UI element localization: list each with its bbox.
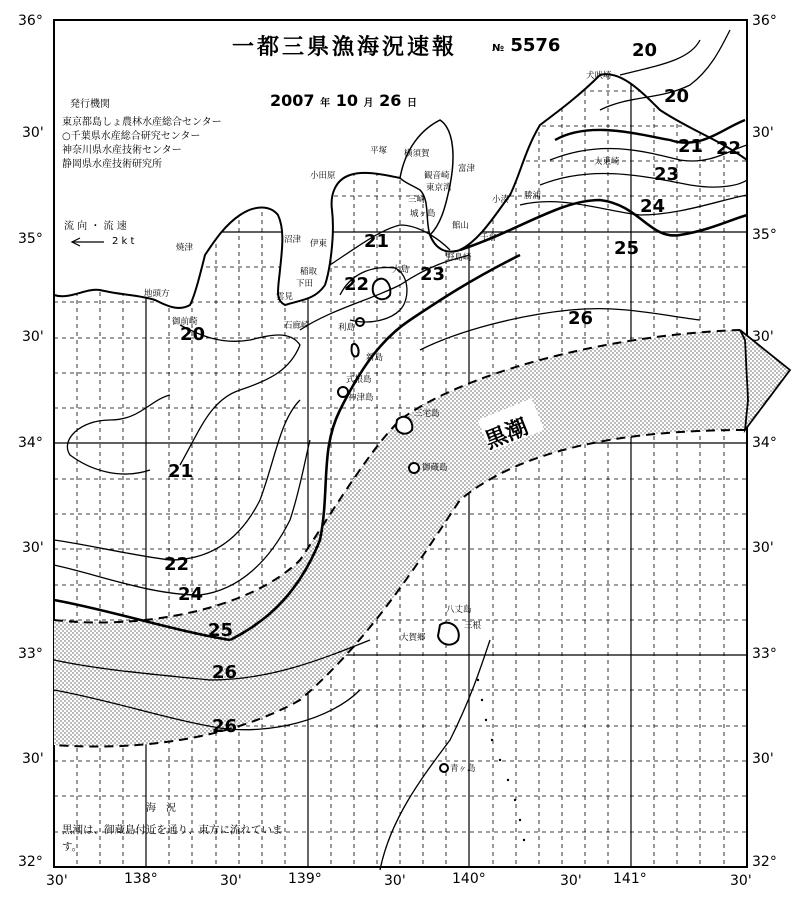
place-label: 八丈島: [446, 605, 472, 615]
isotherm-label: 26: [212, 716, 238, 737]
date-day: 26: [379, 91, 402, 110]
place-label: 御蔵島: [422, 463, 448, 473]
bulletin-title: 一都三県漁海況速報: [232, 34, 458, 60]
date-year: 2007: [270, 91, 315, 110]
isotherm-label: 20: [180, 324, 206, 345]
isotherm-label: 21: [678, 136, 704, 157]
isotherm-label: 22: [164, 554, 190, 575]
lon-label: 138°: [124, 871, 158, 887]
place-label: 館山: [452, 221, 470, 231]
lat-label-right: 34°: [752, 435, 777, 451]
isotherm-label: 21: [168, 461, 194, 482]
isotherm-label: 22: [716, 138, 742, 159]
lat-label-right: 32°: [752, 854, 777, 870]
lon-label: 30': [220, 873, 242, 889]
place-label: 大島: [392, 265, 410, 275]
isotherm-label: 26: [212, 662, 238, 683]
lat-label-right: 30': [752, 329, 774, 345]
issue-value: 5576: [510, 35, 561, 56]
lat-label-right: 30': [752, 125, 774, 141]
current-legend-speed: 2 k t: [112, 236, 135, 247]
place-label: 観音崎: [424, 171, 450, 181]
kuroshio-band: [54, 330, 790, 747]
place-label: 城ヶ島: [410, 209, 436, 219]
place-label: 式根島: [346, 375, 372, 385]
place-label: 御前崎: [172, 317, 198, 327]
lon-label: 30': [560, 873, 582, 889]
date-month: 10: [335, 91, 358, 110]
place-label: 三宅島: [414, 409, 440, 419]
lat-label-right: 36°: [752, 13, 777, 29]
place-label: 石廊崎: [284, 321, 310, 331]
place-label: 千倉: [480, 233, 498, 243]
isotherm-label: 22: [344, 274, 370, 295]
place-label: 富津: [458, 164, 476, 174]
footer-note: 黒潮は、御蔵島付近を通り、東方に流れています。: [62, 824, 283, 853]
island-niijima: [352, 344, 359, 357]
place-label: 横須賀: [404, 149, 430, 159]
lat-label-left: 34°: [18, 435, 43, 451]
isotherm-24-east: [520, 195, 747, 215]
kuroshio-arrow: [740, 330, 790, 430]
lat-label-right: 30': [752, 540, 774, 556]
place-label: 新島: [366, 353, 384, 363]
isotherm-label: 25: [614, 238, 640, 259]
lat-label-left: 35°: [18, 231, 43, 247]
lat-label-right: 30': [752, 751, 774, 767]
lat-label-left: 30': [22, 540, 44, 556]
place-label: 勝浦: [524, 191, 542, 201]
lon-label: 30': [730, 873, 752, 889]
island-miyake: [396, 417, 412, 434]
place-label: 東京湾: [426, 183, 452, 193]
place-label: 犬吠埼: [586, 71, 612, 81]
lon-label: 140°: [452, 871, 486, 887]
place-label: 大賀郷: [400, 633, 426, 643]
isotherm-label: 24: [640, 196, 666, 217]
isotherm-21-lower: [67, 395, 170, 474]
issue-number: [492, 37, 560, 55]
lat-label-left: 32°: [18, 854, 43, 870]
publisher-heading: 発行機関: [70, 99, 110, 110]
isotherm-label: 25: [208, 620, 234, 641]
lon-label: 141°: [613, 871, 647, 887]
publisher-item: 神奈川県水産技術センター: [62, 145, 182, 156]
isotherm-label: 20: [664, 86, 690, 107]
date-day-unit: 日: [406, 98, 417, 109]
lat-label-left: 36°: [18, 13, 43, 29]
lon-label: 30': [384, 873, 406, 889]
bulletin-date: [270, 93, 417, 109]
place-label: 三崎: [408, 195, 426, 205]
publisher-item: ○千葉県水産総合研究センター: [62, 131, 201, 142]
place-label: 利島: [338, 323, 356, 333]
place-label: 神津島: [348, 393, 374, 403]
lat-label-left: 30': [22, 751, 44, 767]
lat-label-left: 33°: [18, 646, 43, 662]
island-aogashima: [440, 764, 448, 772]
publisher-item: 静岡県水産技術研究所: [62, 159, 162, 170]
place-label: 野島崎: [446, 253, 472, 263]
place-label: 下田: [296, 279, 314, 289]
isotherm-21-west: [180, 325, 300, 465]
kuroshio-label: 黒潮: [481, 413, 532, 455]
place-label: 小田原: [310, 171, 336, 181]
issue-prefix: №: [492, 43, 505, 54]
lat-label-right: 33°: [752, 646, 777, 662]
isotherm-label: 23: [420, 264, 446, 285]
lat-label-left: 30': [22, 329, 44, 345]
place-label: 地頭方: [144, 289, 170, 299]
lon-label: 30': [46, 873, 68, 889]
isotherm-label: 21: [364, 231, 390, 252]
place-label: 小湊: [492, 195, 510, 205]
lon-label: 139°: [288, 871, 322, 887]
current-legend-label: 流 向 ・ 流 速: [64, 221, 127, 232]
place-label: 伊東: [310, 239, 328, 249]
date-year-unit: 年: [320, 98, 331, 109]
lat-label-left: 30': [22, 125, 44, 141]
isotherm-south-loop: [380, 640, 490, 870]
isotherm-label: 26: [568, 308, 594, 329]
date-month-unit: 月: [363, 98, 374, 109]
publisher-item: 東京都島しょ農林水産総合センター: [62, 117, 222, 128]
isotherm-label: 20: [632, 40, 658, 61]
place-label: 雲見: [276, 292, 294, 302]
place-label: 稲取: [300, 267, 318, 277]
island-hachijo: [438, 623, 459, 645]
place-label: 平塚: [370, 146, 388, 156]
place-label: 焼津: [176, 243, 194, 253]
place-label: 三根: [464, 621, 482, 631]
footer-section-label: 海 況: [146, 803, 176, 814]
place-label: 沼津: [284, 235, 302, 245]
place-label: 太東崎: [594, 157, 620, 167]
isotherm-23-east: [540, 173, 747, 187]
izu-island-chain: [477, 679, 525, 841]
lat-label-right: 35°: [752, 227, 777, 243]
island-mikura: [409, 463, 419, 473]
isotherm-label: 24: [178, 584, 204, 605]
place-label: 青ヶ島: [450, 764, 476, 774]
isotherm-label: 23: [654, 164, 680, 185]
